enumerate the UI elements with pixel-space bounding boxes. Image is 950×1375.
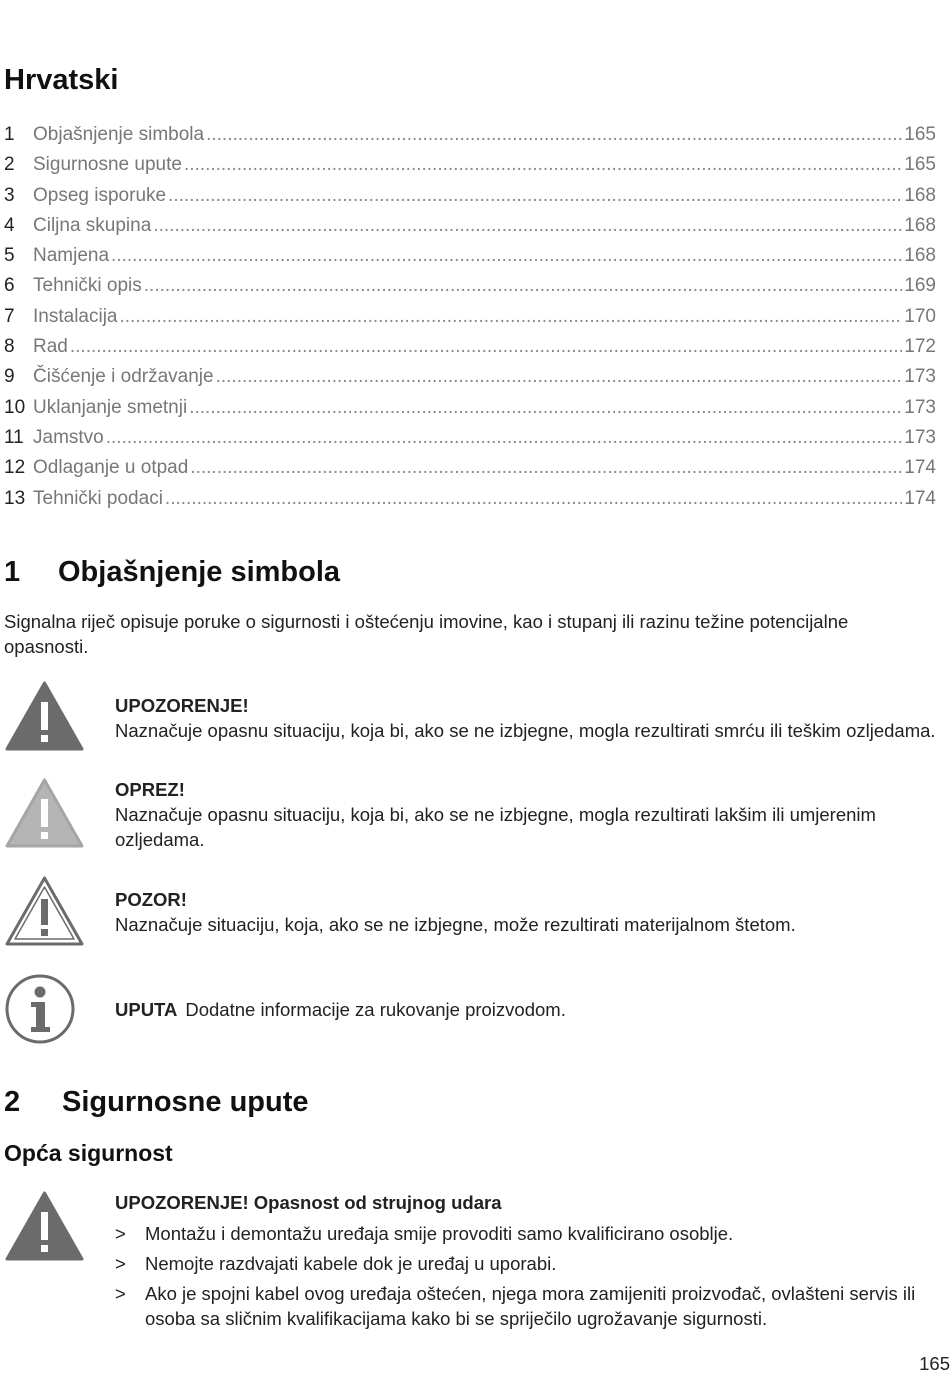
toc-leader: [165, 484, 902, 514]
toc-leader: [206, 120, 902, 150]
info-circle-icon: [4, 973, 76, 1045]
toc-leader: [153, 211, 902, 241]
general-safety-heading: Opća sigurnost: [4, 1140, 173, 1166]
toc-page: 169: [904, 275, 936, 297]
bullet-text: Ako je spojni kabel ovog uređaja oštećen, njega mora zamijeniti proizvođač, ovlašteni servis ili osoba sa sličnim kvalifikacijama kako bi se spriječilo ugrožavanje sigurnosti.: [145, 1283, 916, 1329]
caution-heading: OPREZ!: [115, 779, 185, 800]
warning-text-block: [115, 693, 950, 743]
notice-description: Naznačuje situaciju, koja, ako se ne izbjegne, može rezultirati materijalnom štetom.: [115, 914, 796, 935]
toc-leader: [216, 362, 903, 392]
toc-number: 6: [4, 275, 15, 297]
caution-triangle-icon: [4, 777, 85, 849]
info-heading: UPUTA: [115, 999, 178, 1020]
toc-page: 174: [904, 457, 936, 479]
notice-heading: POZOR!: [115, 889, 187, 910]
toc-label: Čišćenje i održavanje: [33, 366, 214, 388]
toc-page: 165: [904, 124, 936, 145]
toc-leader: [111, 241, 902, 271]
bullet-marker: >: [115, 1253, 126, 1274]
toc-entry[interactable]: [4, 150, 936, 180]
toc-entry[interactable]: [4, 241, 936, 271]
toc-number: 2: [4, 154, 15, 176]
caution-description: Naznačuje opasnu situaciju, koja bi, ako se ne izbjegne, mogla rezultirati lakšim ili umjerenim ozljedama.: [115, 804, 876, 850]
toc-number: 4: [4, 214, 15, 236]
toc-page: 165: [904, 154, 936, 176]
toc-label: Uklanjanje smetnji: [33, 396, 188, 418]
toc-entry[interactable]: [4, 393, 936, 423]
toc-number: 10: [4, 396, 26, 418]
toc-page: 168: [904, 214, 936, 236]
warning-heading: UPOZORENJE!: [115, 695, 249, 716]
toc-entry[interactable]: [4, 211, 936, 241]
info-description: Dodatne informacije za rukovanje proizvodom.: [185, 999, 566, 1020]
table-of-contents: [4, 120, 936, 514]
caution-text-block: [115, 777, 950, 852]
toc-page: 172: [904, 336, 936, 358]
warning-triangle-icon: [4, 680, 85, 752]
toc-page: 168: [904, 245, 936, 267]
toc-label: Opseg isporuke: [33, 184, 167, 206]
toc-leader: [184, 150, 902, 180]
warning-description: Naznačuje opasnu situaciju, koja bi, ako se ne izbjegne, mogla rezultirati smrću ili teškim ozljedama.: [115, 720, 936, 741]
electric-shock-warning: [4, 1190, 950, 1340]
toc-leader: [189, 393, 902, 423]
toc-entry[interactable]: [4, 453, 936, 483]
toc-entry[interactable]: [4, 484, 936, 514]
toc-number: 1: [4, 124, 15, 145]
toc-entry[interactable]: [4, 423, 936, 453]
warning-notice: [4, 680, 950, 755]
language-title: Hrvatski: [4, 64, 119, 96]
bullet-marker: >: [115, 1283, 126, 1304]
toc-number: 3: [4, 184, 15, 206]
toc-entry[interactable]: [4, 181, 936, 211]
toc-leader: [144, 271, 903, 301]
toc-page: 170: [904, 305, 936, 327]
toc-label: Namjena: [33, 245, 110, 267]
section-2-heading: [4, 1086, 309, 1119]
toc-leader: [120, 302, 903, 332]
toc-number: 12: [4, 457, 26, 479]
toc-leader: [190, 453, 902, 483]
bullet-text: Nemojte razdvajati kabele dok je uređaj u uporabi.: [145, 1253, 557, 1274]
toc-label: Odlaganje u otpad: [33, 457, 189, 479]
caution-notice: [4, 777, 950, 852]
toc-page: 168: [904, 184, 936, 206]
toc-number: 5: [4, 245, 15, 267]
info-notice: [4, 973, 950, 1045]
section-number: 1: [4, 556, 21, 588]
safety-bullet-list: [115, 1221, 950, 1331]
section-number: 2: [4, 1086, 21, 1118]
toc-number: 9: [4, 366, 15, 388]
toc-page: 173: [904, 426, 936, 448]
toc-label: Sigurnosne upute: [33, 154, 182, 176]
page-number: 165: [919, 1353, 950, 1374]
intro-paragraph: Signalna riječ opisuje poruke o sigurnosti i oštećenju imovine, kao i stupanj ili razinu težine potencijalne opasnosti.: [4, 611, 849, 657]
section-title: Objašnjenje simbola: [58, 556, 341, 588]
toc-label: Tehnički opis: [33, 275, 142, 297]
toc-label: Objašnjenje simbola: [33, 124, 205, 145]
toc-label: Ciljna skupina: [33, 214, 152, 236]
toc-entry[interactable]: [4, 302, 936, 332]
notice-text-block: [115, 887, 950, 937]
list-item: [115, 1221, 950, 1246]
toc-page: 173: [904, 366, 936, 388]
toc-number: 13: [4, 487, 26, 509]
bullet-text: Montažu i demontažu uređaja smije provoditi samo kvalificirano osoblje.: [145, 1223, 734, 1244]
toc-label: Tehnički podaci: [33, 487, 163, 509]
toc-number: 8: [4, 336, 15, 358]
section-1-heading: [4, 556, 340, 589]
toc-entry[interactable]: [4, 271, 936, 301]
toc-number: 11: [4, 426, 24, 448]
toc-label: Jamstvo: [33, 426, 104, 448]
warning-triangle-icon: [4, 1190, 85, 1262]
toc-label: Rad: [33, 336, 68, 358]
electric-shock-text-block: [115, 1190, 950, 1336]
info-text-block: [115, 997, 950, 1022]
bullet-marker: >: [115, 1223, 126, 1244]
notice-triangle-icon: [4, 875, 85, 947]
list-item: [115, 1281, 950, 1331]
toc-page: 174: [904, 487, 936, 509]
toc-page: 173: [904, 396, 936, 418]
toc-entry[interactable]: [4, 120, 936, 150]
toc-leader: [70, 332, 902, 362]
toc-leader: [168, 181, 902, 211]
notice-notice: [4, 875, 950, 950]
list-item: [115, 1251, 950, 1276]
toc-entry[interactable]: [4, 332, 936, 362]
toc-label: Instalacija: [33, 305, 118, 327]
toc-entry[interactable]: [4, 362, 936, 392]
toc-number: 7: [4, 305, 15, 327]
section-title: Sigurnosne upute: [62, 1086, 309, 1118]
toc-leader: [106, 423, 903, 453]
electric-shock-heading: UPOZORENJE! Opasnost od strujnog udara: [115, 1192, 502, 1213]
